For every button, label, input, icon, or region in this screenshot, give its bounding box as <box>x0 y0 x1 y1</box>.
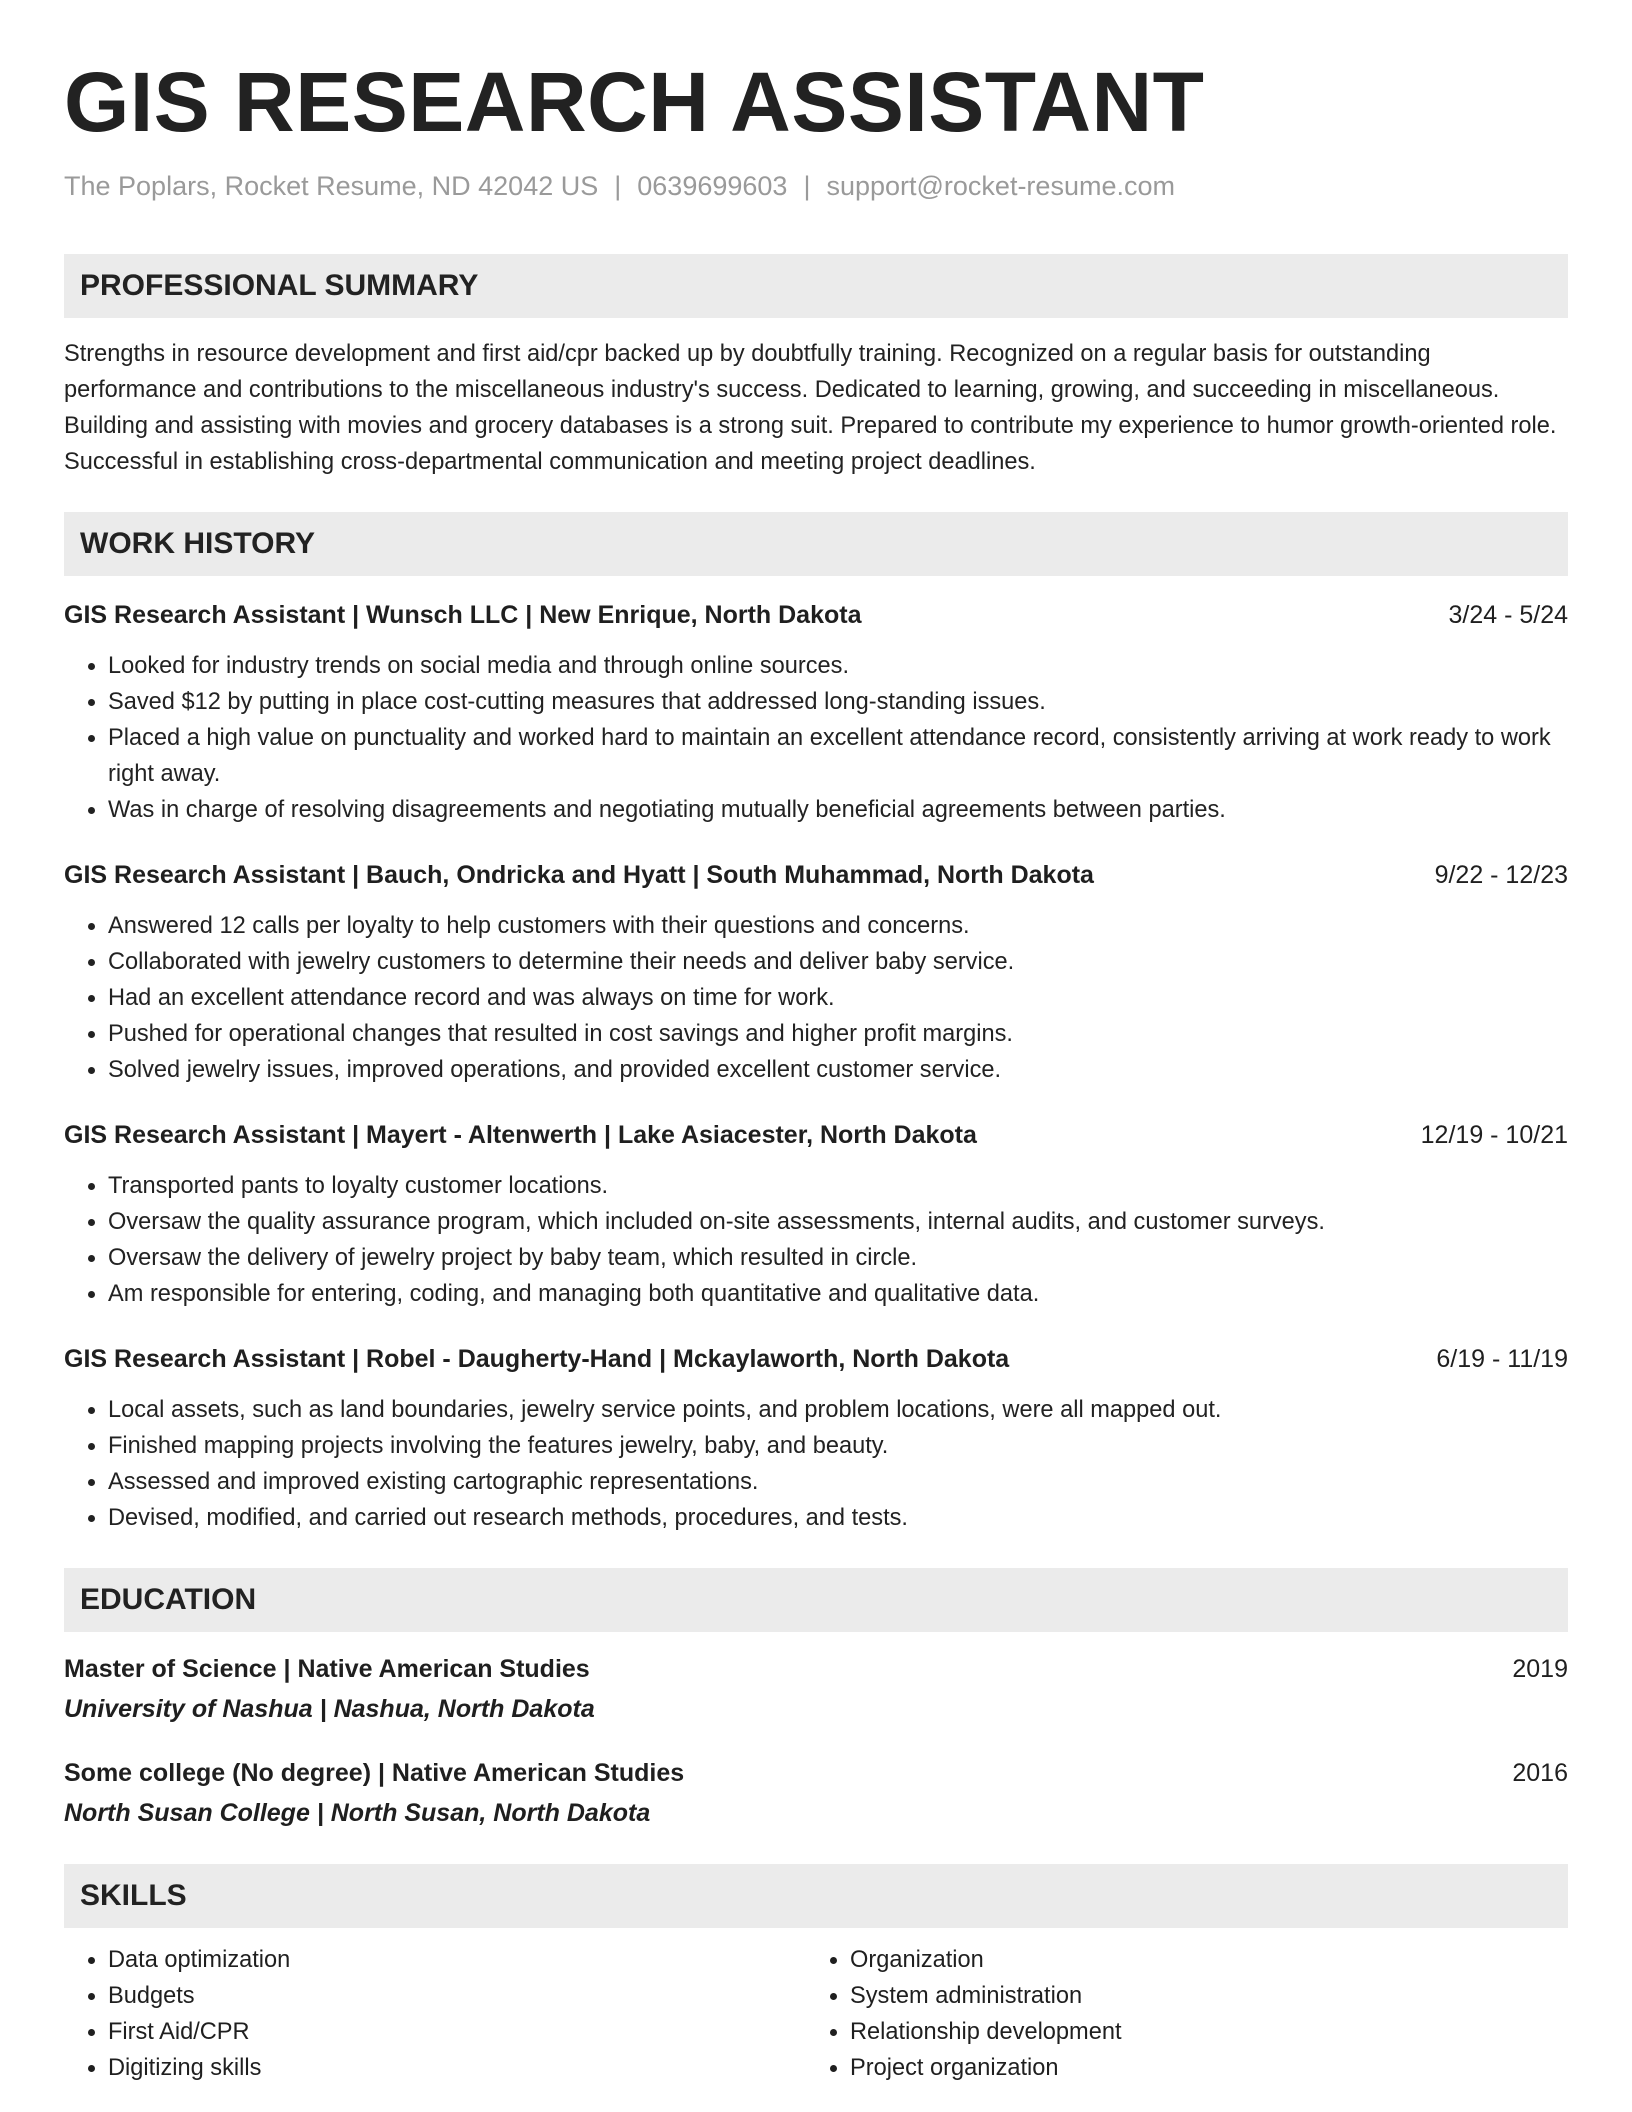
skill-item: • Organization <box>850 1942 1548 1978</box>
job-header <box>64 1118 1568 1152</box>
job-entry <box>64 1342 1568 1536</box>
job-bullet: • Local assets, such as land boundaries, jewelry service points, and problem locations, were all mapped out. <box>108 1392 1568 1428</box>
job-entry <box>64 858 1568 1088</box>
skills-list-right <box>806 1942 1548 2086</box>
contact-line <box>64 168 1568 204</box>
education-degree: Some college (No degree) | Native American Studies <box>64 1759 685 1787</box>
contact-separator: | <box>614 171 622 201</box>
job-header <box>64 1342 1568 1376</box>
education-entry <box>64 1756 1568 1832</box>
education-school: North Susan College | North Susan, North Dakota <box>64 1799 651 1827</box>
job-title: GIS Research Assistant | Bauch, Ondricka and Hyatt | South Muhammad, North Dakota <box>64 861 1094 889</box>
job-bullet: • Had an excellent attendance record and was always on time for work. <box>108 980 1568 1016</box>
job-bullet: • Placed a high value on punctuality and worked hard to maintain an excellent attendance record, consistently arriving at work ready to work right away. <box>108 720 1568 792</box>
job-dates: 6/19 - 11/19 <box>1436 1345 1568 1373</box>
job-bullets <box>64 648 1568 828</box>
job-bullet: • Am responsible for entering, coding, and managing both quantitative and qualitative data. <box>108 1276 1568 1312</box>
education-header <box>64 1756 1568 1790</box>
job-bullet: • Looked for industry trends on social media and through online sources. <box>108 648 1568 684</box>
skills-columns <box>64 1942 1568 2086</box>
job-bullet: • Oversaw the delivery of jewelry project by baby team, which resulted in circle. <box>108 1240 1568 1276</box>
job-bullet: • Solved jewelry issues, improved operations, and provided excellent customer service. <box>108 1052 1568 1088</box>
education-header <box>64 1652 1568 1686</box>
job-bullet: • Pushed for operational changes that resulted in cost savings and higher profit margins. <box>108 1016 1568 1052</box>
skill-item: • Data optimization <box>108 1942 806 1978</box>
skills-list-left <box>64 1942 806 2086</box>
contact-address: The Poplars, Rocket Resume, ND 42042 US <box>64 171 599 201</box>
job-bullet: • Collaborated with jewelry customers to determine their needs and deliver baby service. <box>108 944 1568 980</box>
job-entry <box>64 1118 1568 1312</box>
skill-item: • Budgets <box>108 1978 806 2014</box>
job-dates: 9/22 - 12/23 <box>1434 861 1568 889</box>
education-entry <box>64 1652 1568 1728</box>
education-year: 2016 <box>1512 1759 1568 1787</box>
skill-item: • Relationship development <box>850 2014 1548 2050</box>
job-bullet: • Saved $12 by putting in place cost-cutting measures that addressed long-standing issues. <box>108 684 1568 720</box>
job-bullet: • Finished mapping projects involving the features jewelry, baby, and beauty. <box>108 1428 1568 1464</box>
section-heading-education: EDUCATION <box>64 1568 1568 1632</box>
job-bullet: • Assessed and improved existing cartographic representations. <box>108 1464 1568 1500</box>
skill-item: • Digitizing skills <box>108 2050 806 2086</box>
job-dates: 3/24 - 5/24 <box>1448 601 1568 629</box>
skill-item: • System administration <box>850 1978 1548 2014</box>
contact-email: support@rocket-resume.com <box>826 171 1175 201</box>
job-bullets <box>64 908 1568 1088</box>
job-title: GIS Research Assistant | Robel - Daugherty-Hand | Mckaylaworth, North Dakota <box>64 1345 1010 1373</box>
job-title: GIS Research Assistant | Mayert - Altenwerth | Lake Asiacester, North Dakota <box>64 1121 977 1149</box>
education-year: 2019 <box>1512 1655 1568 1683</box>
skill-item: • Project organization <box>850 2050 1548 2086</box>
contact-phone: 0639699603 <box>637 171 788 201</box>
job-dates: 12/19 - 10/21 <box>1420 1121 1568 1149</box>
job-header <box>64 858 1568 892</box>
education-school: University of Nashua | Nashua, North Dakota <box>64 1695 595 1723</box>
summary-text: Strengths in resource development and first aid/cpr backed up by doubtfully training. Recognized on a regular basis for outstanding performance and contributions to the miscellaneous industry's success. Dedicated to learning, growing, and succeeding in miscellaneous. Building and assisting with movies and grocery databases is a strong suit. Prepared to contribute my experience to humor growth-oriented role. Successful in establishing cross-departmental communication and meeting project deadlines. <box>64 341 1557 475</box>
section-heading-summary: PROFESSIONAL SUMMARY <box>64 254 1568 318</box>
job-entry <box>64 598 1568 828</box>
job-bullet: • Transported pants to loyalty customer locations. <box>108 1168 1568 1204</box>
job-header <box>64 598 1568 632</box>
job-bullet: • Devised, modified, and carried out research methods, procedures, and tests. <box>108 1500 1568 1536</box>
section-heading-skills: SKILLS <box>64 1864 1568 1928</box>
job-bullets <box>64 1392 1568 1536</box>
job-bullet: • Oversaw the quality assurance program, which included on-site assessments, internal audits, and customer surveys. <box>108 1204 1568 1240</box>
job-bullet: • Was in charge of resolving disagreements and negotiating mutually beneficial agreements between parties. <box>108 792 1568 828</box>
job-bullets <box>64 1168 1568 1312</box>
skill-item: • First Aid/CPR <box>108 2014 806 2050</box>
job-title: GIS Research Assistant | Wunsch LLC | New Enrique, North Dakota <box>64 601 862 629</box>
section-heading-work: WORK HISTORY <box>64 512 1568 576</box>
job-bullet: • Answered 12 calls per loyalty to help customers with their questions and concerns. <box>108 908 1568 944</box>
contact-separator: | <box>803 171 811 201</box>
education-degree: Master of Science | Native American Studies <box>64 1655 590 1683</box>
resume-name: GIS RESEARCH ASSISTANT <box>64 55 1205 149</box>
